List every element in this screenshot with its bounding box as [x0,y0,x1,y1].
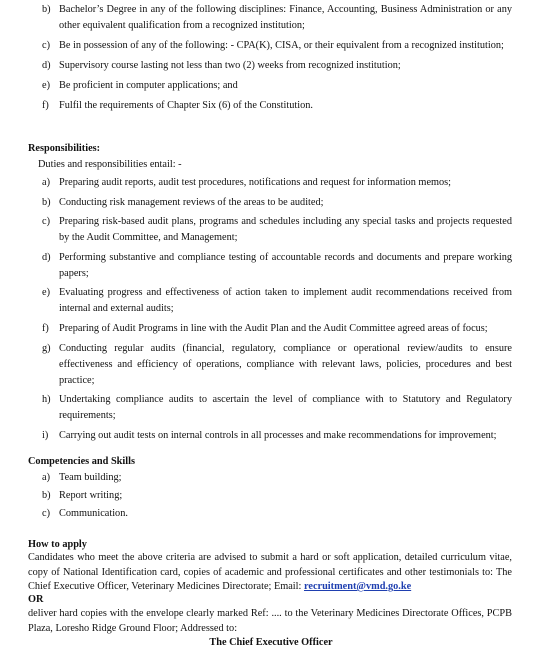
list-item-text: Supervisory course lasting not less than two (2) weeks from recognized institution; [59,60,401,71]
qualification-item [42,78,512,94]
list-marker: f) [42,100,49,111]
list-item-text: Carrying out audit tests on internal controls in all processes and make recommendations for improvement; [59,429,497,441]
list-marker: f) [42,322,49,334]
list-marker: b) [42,4,51,15]
apply-paragraph-2: deliver hard copies with the envelope clearly marked Ref: .... to the Veterinary Medicines Directorate Offices, PCPB Plaza, Loresho Ridge Ground Floor; Addressed to: [28,608,512,634]
list-item-text: Be in possession of any of the following: - CPA(K), CISA, or their equivalent from a recognized institution; [59,40,504,51]
apply-text: Candidates who meet the above criteria are advised to submit a hard or soft application, detailed curriculum vitae, copy of National Identification card, copies of academic and professional certificates and other testimonials to: The Chief Executive Officer, Veterinary Medicines Directorate; Email: [28,552,512,592]
competency-item [42,488,342,504]
responsibilities-list [42,175,512,447]
apply-paragraph [28,551,512,595]
responsibility-item [42,214,512,246]
list-marker: e) [42,287,50,299]
competency-item [42,470,342,486]
list-item-text: Conducting risk management reviews of the areas to be audited; [59,196,324,208]
addressee: The Chief Executive Officer [209,637,333,648]
responsibility-item [42,175,512,191]
list-marker: g) [42,342,51,354]
responsibility-item [42,321,512,337]
email-link[interactable]: recruitment@vmd.go.ke [303,581,412,592]
responsibilities-heading: Responsibilities: [28,143,101,154]
list-marker: d) [42,251,51,263]
responsibility-item [42,195,512,211]
responsibility-item [42,341,512,389]
qualification-item [42,58,512,74]
list-item-text: Bachelor’s Degree in any of the following disciplines: Finance, Accounting, Business Administration or any other equivalent qualification from a recognized institution; [59,4,512,31]
list-item-text: Evaluating progress and effectiveness of action taken to implement audit recommendations received from internal and external audits; [59,287,512,315]
list-marker: h) [42,394,51,406]
list-item-text: Report writing; [59,490,123,501]
responsibility-item [42,285,512,317]
list-item-text: Undertaking compliance audits to ascertain the level of compliance with to Statutory and Regulatory requirements; [59,394,512,422]
list-item-text: Fulfil the requirements of Chapter Six (6) of the Constitution. [59,100,313,111]
list-marker: e) [42,80,50,91]
qualification-item [42,98,512,114]
list-item-text: Preparing audit reports, audit test procedures, notifications and request for information memos; [59,177,452,188]
list-item-text: Conducting regular audits (financial, regulatory, compliance or operational review/audits to ensure effectiveness and efficiency of operations, compliance with relevant laws, policies, procedures and best practice; [59,342,512,386]
list-marker: i) [42,429,49,441]
qualifications-list [42,2,512,118]
responsibility-item [42,250,512,282]
list-item-text: Team building; [59,472,122,483]
list-item-text: Preparing risk-based audit plans, programs and schedules including any special tasks and projects requested by the Audit Committee, and Management; [59,216,512,244]
list-item-text: Communication. [59,508,128,519]
responsibility-item [42,428,512,444]
list-marker: c) [42,216,50,228]
list-marker: a) [42,472,50,483]
qualification-item [42,38,512,54]
list-marker: a) [42,177,50,188]
list-item-text: Preparing of Audit Programs in line with the Audit Plan and the Audit Committee agreed areas of focus; [59,322,488,334]
apply-heading: How to apply [28,539,87,550]
list-item-text: Be proficient in computer applications; and [59,80,238,91]
competency-item [42,506,342,522]
list-marker: c) [42,40,50,51]
responsibility-item [42,392,512,424]
list-marker: c) [42,508,50,519]
competencies-list [42,470,342,524]
list-marker: b) [42,196,51,208]
list-marker: b) [42,490,51,501]
or-label: OR [28,594,44,605]
list-marker: d) [42,60,51,71]
competencies-heading: Competencies and Skills [28,456,135,467]
qualification-item [42,2,512,34]
responsibilities-intro: Duties and responsibilities entail: - [38,159,182,170]
list-item-text: Performing substantive and compliance testing of accountable records and documents and prepare working papers; [59,251,512,279]
